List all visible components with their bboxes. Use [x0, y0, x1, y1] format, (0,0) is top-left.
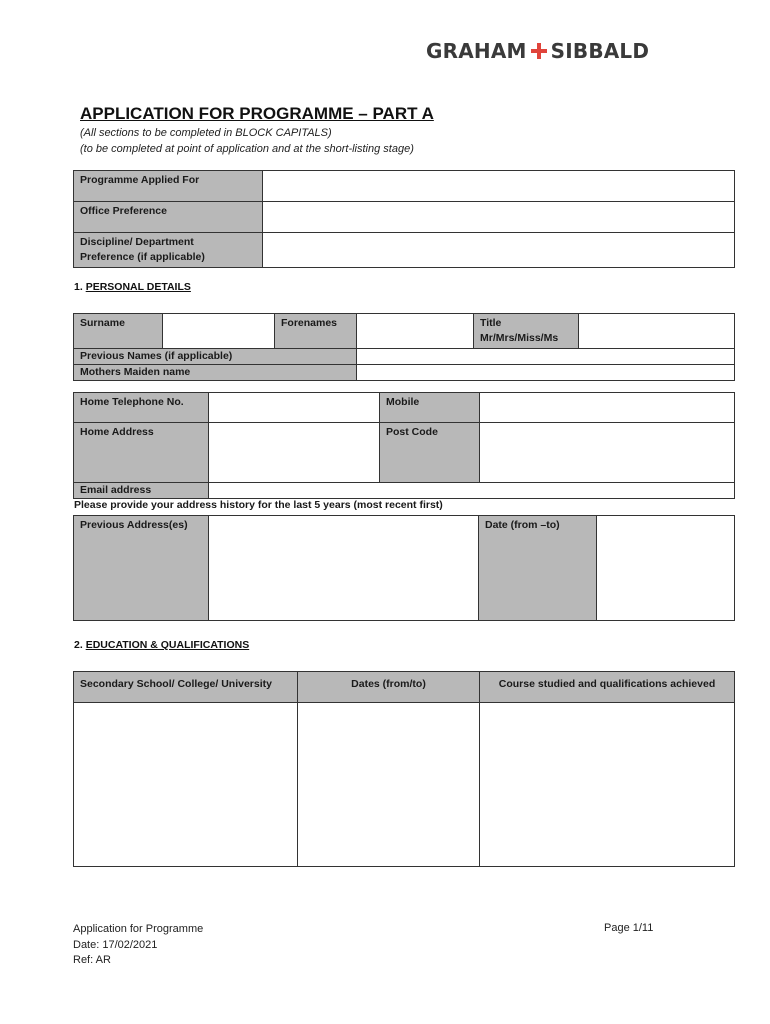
home-address-field[interactable]	[209, 423, 380, 483]
title-label	[474, 314, 579, 349]
dates-field[interactable]	[298, 703, 480, 867]
personal-details-heading	[74, 281, 191, 293]
footer-info	[73, 922, 203, 969]
forenames-label: Forenames	[275, 314, 357, 349]
previous-names-label: Previous Names (if applicable)	[74, 349, 357, 365]
names-table	[73, 313, 735, 381]
contact-table	[73, 392, 735, 499]
programme-applied-field[interactable]	[263, 171, 735, 202]
cross-icon	[531, 43, 547, 59]
col-header-course: Course studied and qualifications achieved	[480, 672, 735, 703]
home-address-label: Home Address	[74, 423, 209, 483]
previous-addresses-label: Previous Address(es)	[74, 516, 209, 621]
instruction-capitals: (All sections to be completed in BLOCK CAPITALS)	[80, 127, 332, 139]
col-header-dates: Dates (from/to)	[298, 672, 480, 703]
previous-names-field[interactable]	[357, 349, 735, 365]
discipline-field[interactable]	[263, 233, 735, 268]
post-code-label: Post Code	[380, 423, 480, 483]
mobile-label: Mobile	[380, 393, 480, 423]
surname-field[interactable]	[163, 314, 275, 349]
surname-label: Surname	[74, 314, 163, 349]
section-title: PERSONAL DETAILS	[85, 281, 191, 293]
title-label-text: Title	[480, 317, 502, 329]
post-code-field[interactable]	[480, 423, 735, 483]
mothers-maiden-field[interactable]	[357, 365, 735, 381]
mothers-maiden-label: Mothers Maiden name	[74, 365, 357, 381]
discipline-label	[74, 233, 263, 268]
discipline-label-line2: Preference (if applicable)	[80, 251, 205, 263]
education-table	[73, 671, 735, 867]
footer-doc-name: Application for Programme	[73, 923, 204, 935]
programme-applied-label: Programme Applied For	[74, 171, 263, 202]
footer-date: Date: 17/02/2021	[73, 938, 158, 951]
col-header-school: Secondary School/ College/ University	[74, 672, 298, 703]
page-title: APPLICATION FOR PROGRAMME – PART A	[80, 104, 434, 123]
section-number: 1.	[74, 281, 83, 293]
email-field[interactable]	[209, 483, 735, 499]
section-title: EDUCATION & QUALIFICATIONS	[85, 639, 250, 651]
previous-addresses-field[interactable]	[209, 516, 479, 621]
education-heading	[74, 639, 249, 651]
brand-name-left: GRAHAM	[426, 39, 527, 63]
date-from-to-label: Date (from –to)	[479, 516, 597, 621]
brand-name-right: SIBBALD	[550, 39, 650, 63]
home-telephone-field[interactable]	[209, 393, 380, 423]
office-preference-label: Office Preference	[74, 202, 263, 233]
page-number: Page 1/11	[604, 922, 654, 934]
previous-addresses-table	[73, 515, 735, 621]
title-options: Mr/Mrs/Miss/Ms	[480, 332, 559, 344]
office-preference-field[interactable]	[263, 202, 735, 233]
programme-table	[73, 170, 735, 268]
discipline-label-line1: Discipline/ Department	[80, 236, 194, 248]
address-history-note: Please provide your address history for the last 5 years (most recent first)	[74, 499, 443, 511]
email-label: Email address	[74, 483, 209, 499]
school-field[interactable]	[74, 703, 298, 867]
instruction-stage: (to be completed at point of application and at the short-listing stage)	[80, 143, 414, 155]
mobile-field[interactable]	[480, 393, 735, 423]
date-from-to-field[interactable]	[597, 516, 735, 621]
title-field[interactable]	[579, 314, 735, 349]
section-number: 2.	[74, 639, 83, 651]
forenames-field[interactable]	[357, 314, 474, 349]
course-field[interactable]	[480, 703, 735, 867]
brand-logo	[426, 38, 649, 64]
home-telephone-label: Home Telephone No.	[74, 393, 209, 423]
footer-ref: Ref: AR	[73, 954, 111, 966]
